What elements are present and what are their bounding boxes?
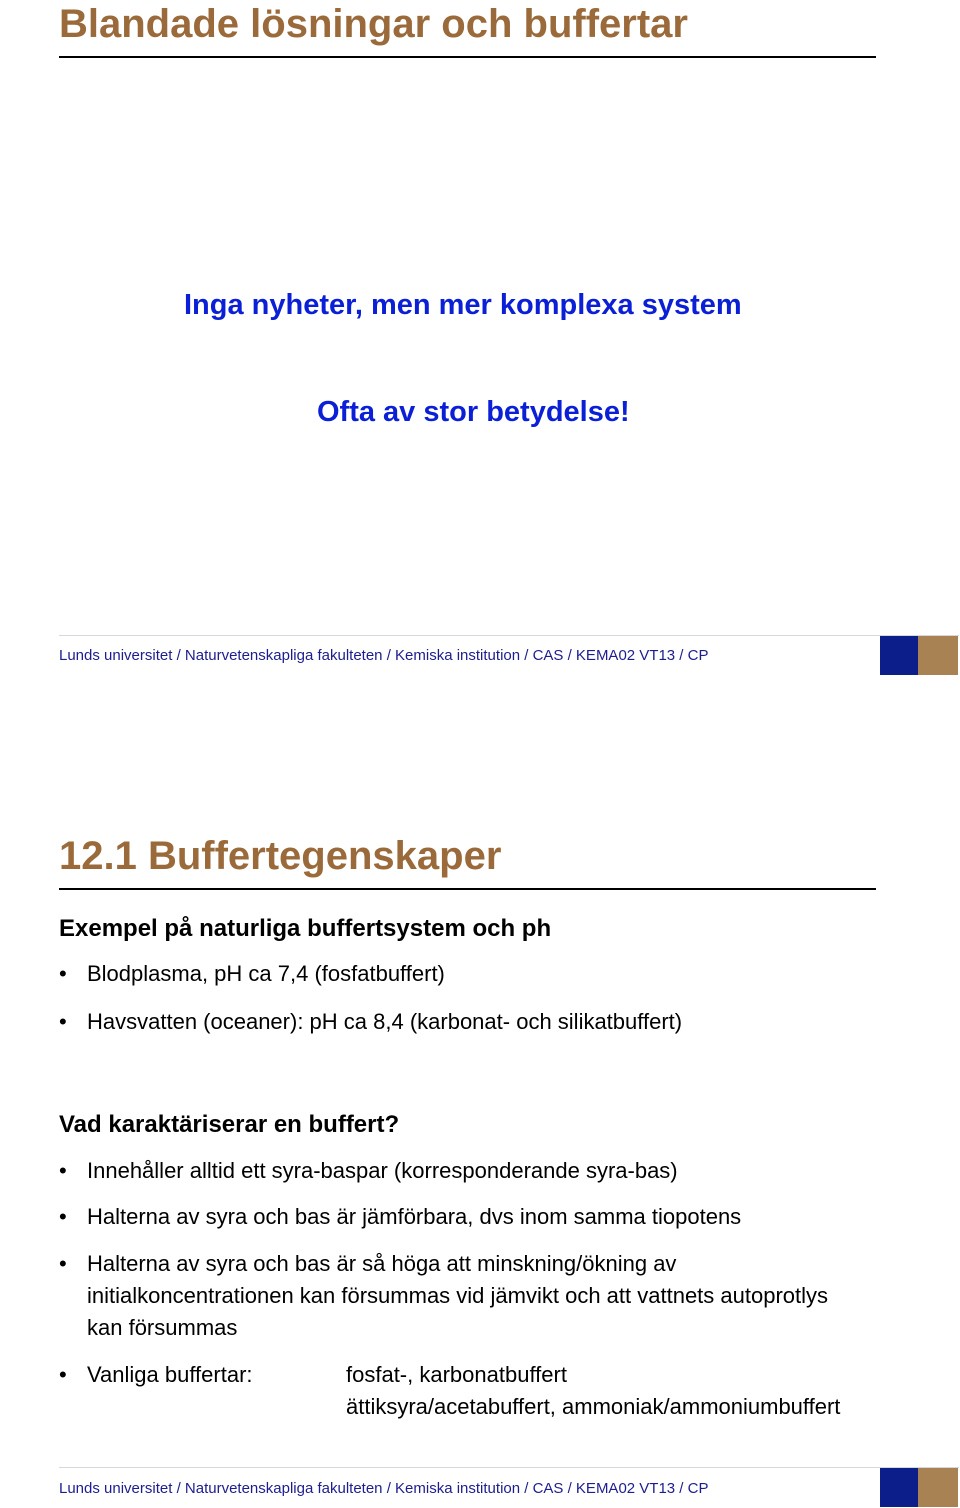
section1-heading: Exempel på naturliga buffertsystem och ph — [59, 915, 552, 942]
slide1-line1: Inga nyheter, men mer komplexa system — [184, 289, 742, 321]
section2-item-4-label: Vanliga buffertar: — [87, 1362, 253, 1387]
section1-item-2: Havsvatten (oceaner): pH ca 8,4 (karbonat- och silikatbuffert) — [87, 1009, 683, 1034]
slide2-title: 12.1 Buffertegenskaper — [59, 834, 502, 878]
section2-item-3-line3: kan försummas — [87, 1315, 238, 1340]
bullet-marker: • — [59, 1362, 67, 1387]
slide1-footer-rule — [59, 635, 959, 636]
slide1-footer-gold-square — [918, 636, 958, 675]
section2-item-3-line1: Halterna av syra och bas är så höga att minskning/ökning av — [87, 1251, 677, 1276]
slide1-title-rule — [59, 56, 876, 58]
section2-heading: Vad karaktäriserar en buffert? — [59, 1111, 400, 1138]
section2-item-4-value2: ättiksyra/acetabuffert, ammoniak/ammoniumbuffert — [346, 1394, 841, 1419]
bullet-marker: • — [59, 1251, 67, 1276]
bullet-marker: • — [59, 961, 67, 986]
section2-item-3-line2: initialkoncentrationen kan försummas vid jämvikt och att vattnets autoprotlys — [87, 1283, 829, 1308]
section2-item-1: Innehåller alltid ett syra-baspar (korresponderande syra-bas) — [87, 1158, 678, 1183]
section2-item-4-value1: fosfat-, karbonatbuffert — [346, 1362, 567, 1387]
slide2-footer-gold-square — [918, 1468, 958, 1507]
bullet-marker: • — [59, 1204, 67, 1229]
slide1-footer-blue-square — [880, 636, 918, 675]
bullet-marker: • — [59, 1009, 67, 1034]
slide2-footer-rule — [59, 1467, 959, 1468]
slide2-footer-blue-square — [880, 1468, 918, 1507]
slide1-line2: Ofta av stor betydelse! — [317, 396, 630, 428]
bullet-marker: • — [59, 1158, 67, 1183]
section1-item-1: Blodplasma, pH ca 7,4 (fosfatbuffert) — [87, 961, 445, 986]
section2-item-2: Halterna av syra och bas är jämförbara, dvs inom samma tiopotens — [87, 1204, 742, 1229]
slide1-footer-text: Lunds universitet / Naturvetenskapliga fakulteten / Kemiska institution / CAS / KEMA02 VT13 / CP — [59, 647, 709, 664]
slide1-title: Blandade lösningar och buffertar — [59, 2, 688, 46]
slide2-title-rule — [59, 888, 876, 890]
slide2-footer-text: Lunds universitet / Naturvetenskapliga fakulteten / Kemiska institution / CAS / KEMA02 VT13 / CP — [59, 1480, 709, 1497]
